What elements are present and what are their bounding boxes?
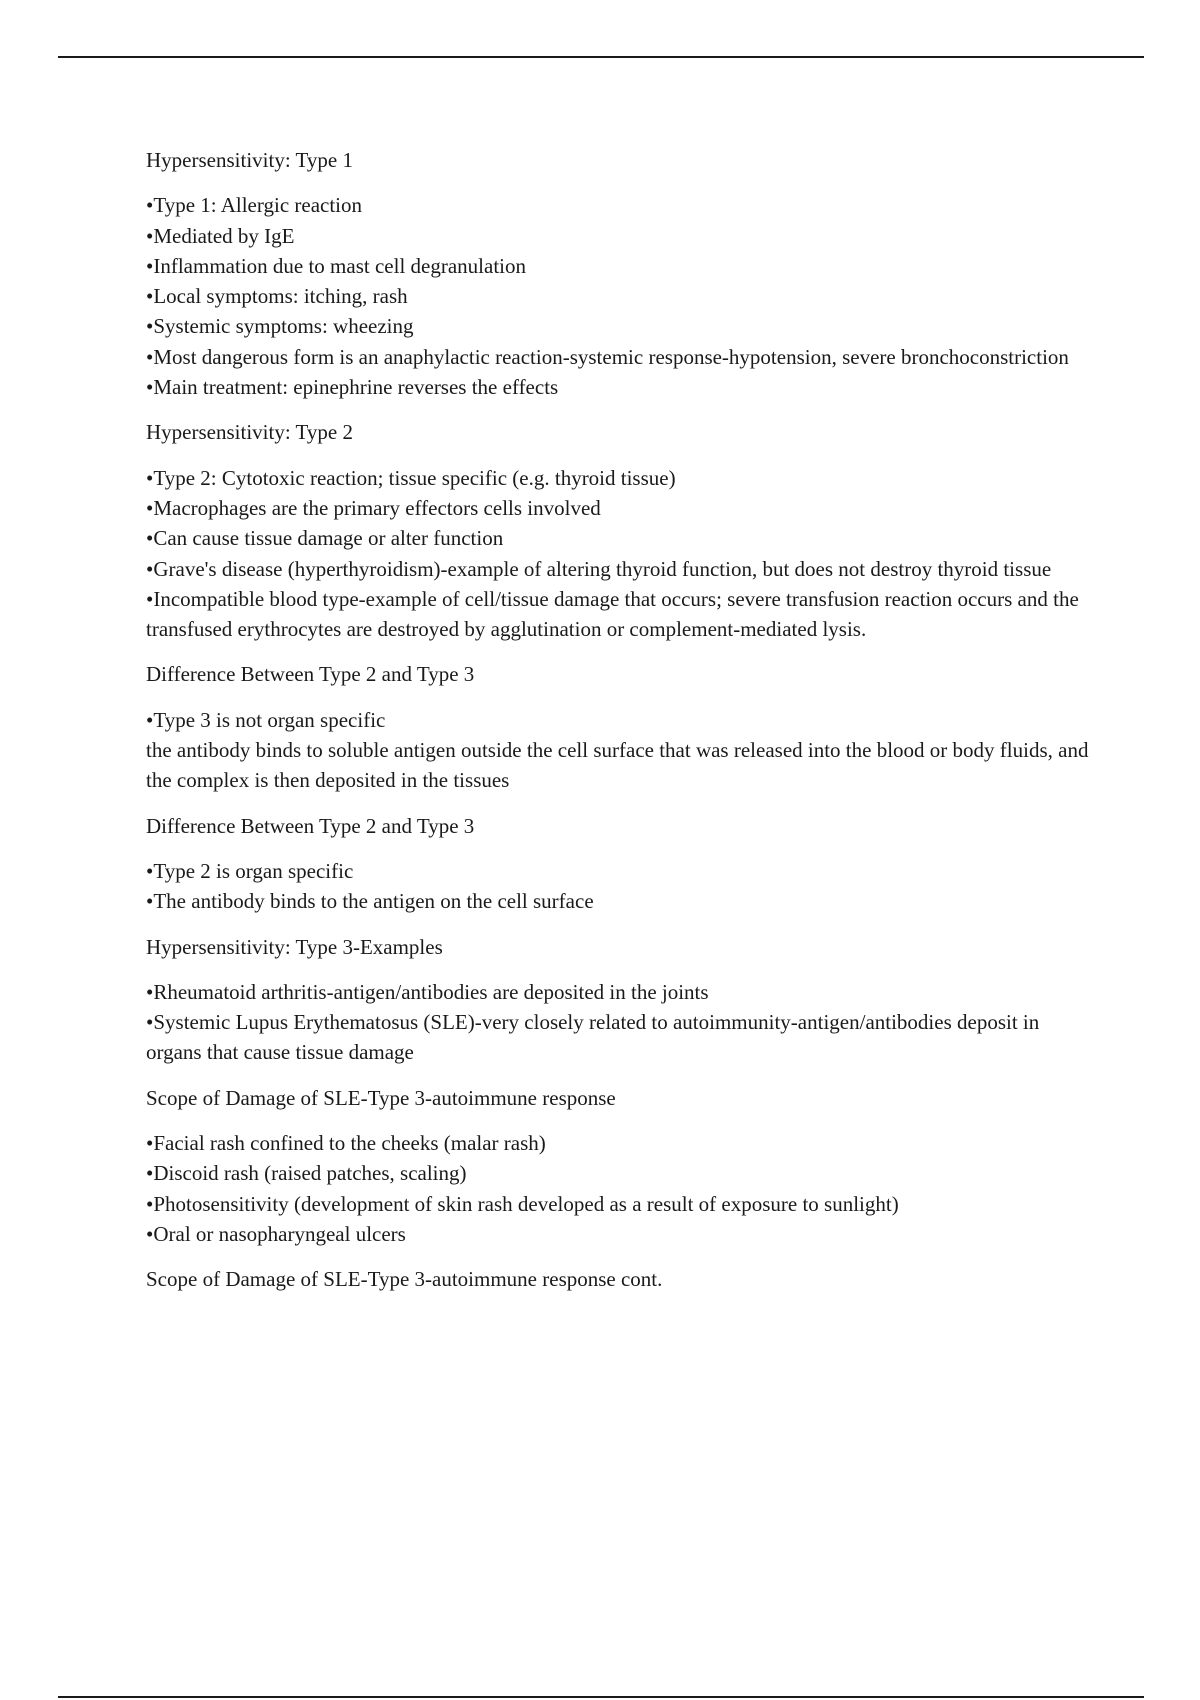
bullet-line: •Mediated by IgE [146, 223, 295, 248]
bullet-line: •Inflammation due to mast cell degranulation [146, 253, 526, 278]
section-title: Hypersensitivity: Type 2 [146, 420, 353, 445]
section-title: Difference Between Type 2 and Type 3 [146, 813, 475, 838]
section-body [146, 190, 1091, 402]
section-title: Difference Between Type 2 and Type 3 [146, 662, 475, 687]
section-sle-scope [146, 1083, 1091, 1249]
bullet-line: •Systemic symptoms: wheezing [146, 314, 414, 339]
bullet-line: •Grave's disease (hyperthyroidism)-example of altering thyroid function, but does not destroy thyroid tissue [146, 556, 1052, 581]
bullet-line: •Type 2 is organ specific [146, 858, 354, 883]
section-difference-1 [146, 659, 1091, 795]
section-body [146, 977, 1091, 1068]
bullet-line: •Facial rash confined to the cheeks (malar rash) [146, 1131, 546, 1156]
section-body [146, 463, 1091, 645]
section-type1 [146, 145, 1091, 402]
section-difference-2 [146, 811, 1091, 917]
bullet-line: •Main treatment: epinephrine reverses the effects [146, 375, 559, 400]
header-rule [58, 56, 1144, 58]
bullet-line: •The antibody binds to the antigen on the cell surface [146, 889, 594, 914]
bullet-line: •Most dangerous form is an anaphylactic reaction-systemic response-hypotension, severe bronchoconstriction [146, 344, 1069, 369]
bullet-line: •Type 1: Allergic reaction [146, 193, 363, 218]
footer-rule [58, 1696, 1144, 1698]
bullet-line: •Rheumatoid arthritis-antigen/antibodies are deposited in the joints [146, 979, 709, 1004]
bullet-line: •Incompatible blood type-example of cell/tissue damage that occurs; severe transfusion reaction occurs and the transfused erythrocytes are destroyed by agglutination or complement-mediated lysis. [146, 586, 1079, 642]
bullet-line: •Photosensitivity (development of skin rash developed as a result of exposure to sunlight) [146, 1191, 899, 1216]
section-sle-scope-cont [146, 1264, 1091, 1294]
section-title: Scope of Damage of SLE-Type 3-autoimmune response cont. [146, 1267, 663, 1292]
section-title: Hypersensitivity: Type 3-Examples [146, 934, 443, 959]
body-line: the antibody binds to soluble antigen outside the cell surface that was released into the blood or body fluids, and the complex is then deposited in the tissues [146, 738, 1089, 793]
section-body [146, 1128, 1091, 1249]
bullet-line: •Discoid rash (raised patches, scaling) [146, 1161, 467, 1186]
document-body [146, 145, 1091, 1310]
bullet-line: •Type 3 is not organ specific [146, 707, 386, 732]
bullet-line: •Systemic Lupus Erythematosus (SLE)-very closely related to autoimmunity-antigen/antibodies deposit in organs that cause tissue damage [146, 1010, 1040, 1065]
section-title: Scope of Damage of SLE-Type 3-autoimmune response [146, 1085, 616, 1110]
section-body [146, 856, 1091, 917]
bullet-line: •Type 2: Cytotoxic reaction; tissue specific (e.g. thyroid tissue) [146, 465, 676, 490]
section-type3-examples [146, 932, 1091, 1068]
bullet-line: •Macrophages are the primary effectors cells involved [146, 495, 601, 520]
bullet-line: •Oral or nasopharyngeal ulcers [146, 1221, 406, 1246]
bullet-line: •Can cause tissue damage or alter function [146, 526, 504, 551]
bullet-line: •Local symptoms: itching, rash [146, 284, 408, 309]
section-type2 [146, 417, 1091, 644]
section-body [146, 705, 1091, 796]
section-title: Hypersensitivity: Type 1 [146, 148, 353, 172]
